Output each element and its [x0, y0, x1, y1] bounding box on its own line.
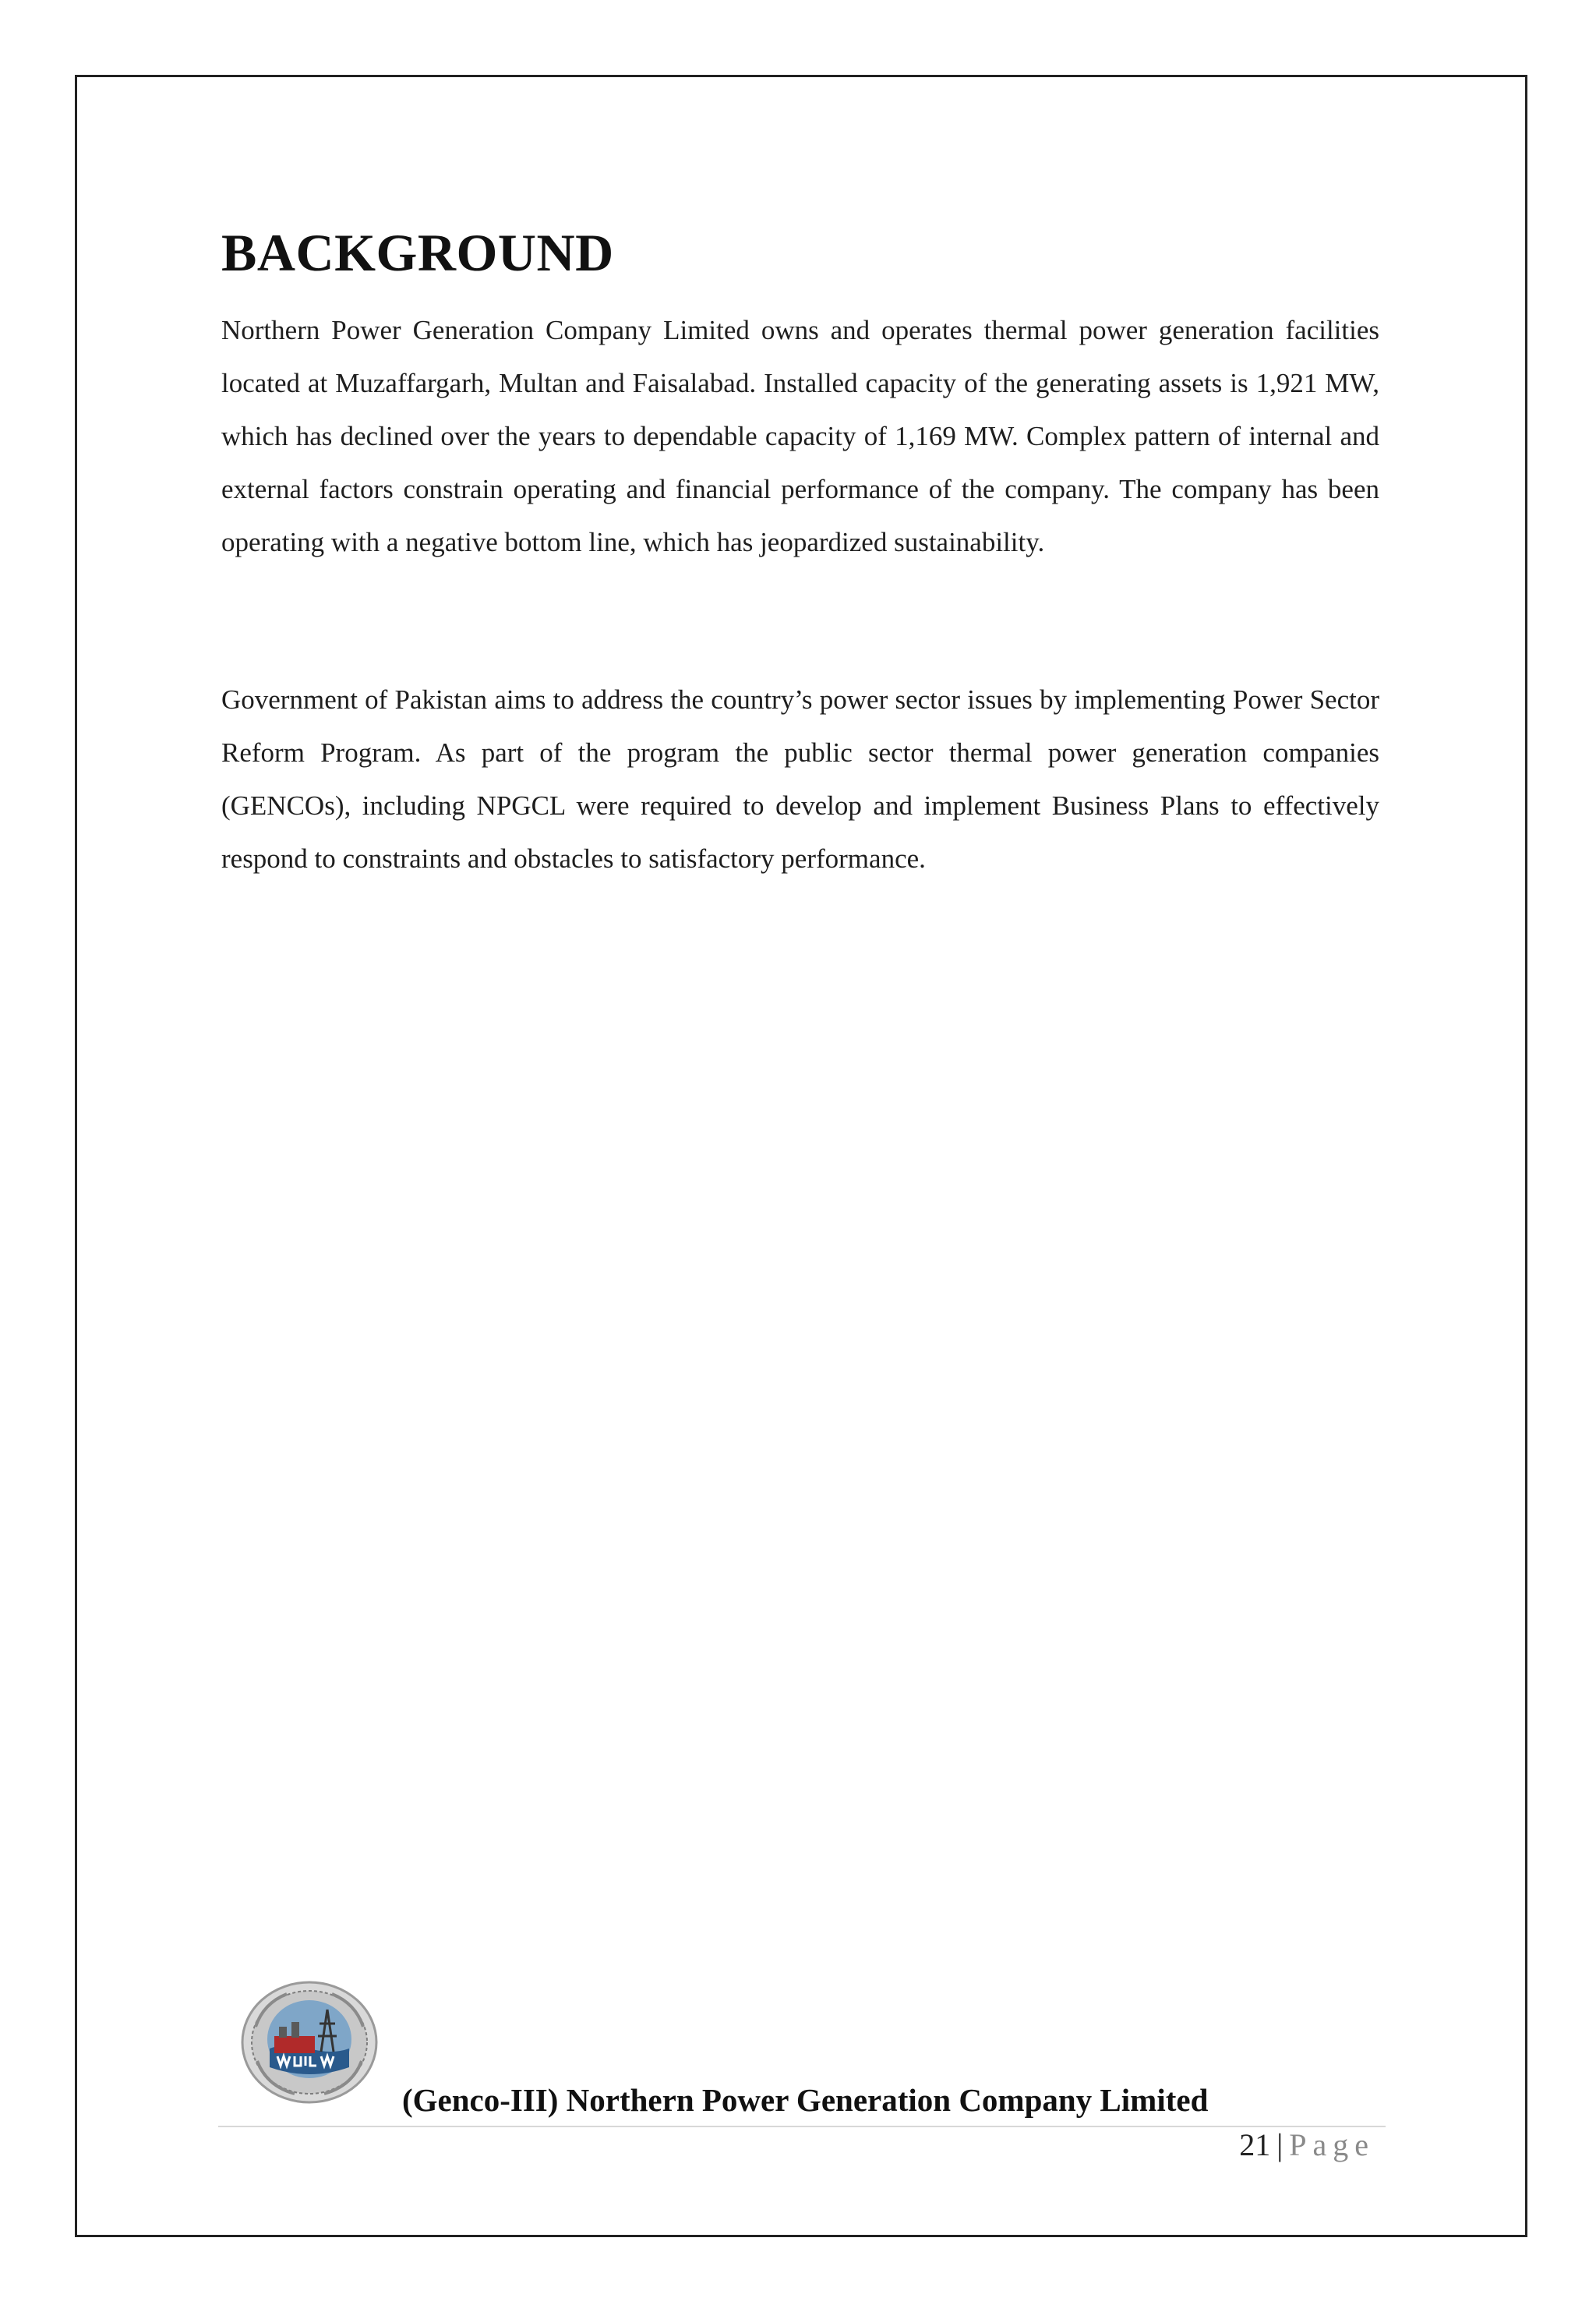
- page-number-value: 21: [1239, 2127, 1271, 2162]
- footer-divider: [218, 2126, 1386, 2127]
- section-heading: BACKGROUND: [221, 223, 614, 282]
- page-label: Page: [1289, 2127, 1375, 2162]
- company-seal-icon: [240, 1980, 379, 2105]
- paragraph-1: Northern Power Generation Company Limited owns and operates thermal power generation facilities located at Muzaffargarh, Multan and Faisalabad. Installed capacity of the generating assets is 1,921 MW, which has declined over the years to dependable capacity of 1,169 MW. Complex pattern of internal and external factors constrain operating and financial performance of the company. The company has been operating with a negative bottom line, which has jeopardized sustainability.: [221, 315, 1379, 557]
- footer-company-name: (Genco-III) Northern Power Generation Company Limited: [402, 2082, 1209, 2118]
- page-number: [1239, 2126, 1375, 2163]
- paragraph-2: Government of Pakistan aims to address the country’s power sector issues by implementing Power Sector Reform Program. As part of the program the public sector thermal power generation companies (GENCOs), including NPGCL were required to develop and implement Business Plans to effectively respond to constraints and obstacles to satisfactory performance.: [221, 684, 1379, 874]
- page-number-separator: |: [1276, 2127, 1284, 2162]
